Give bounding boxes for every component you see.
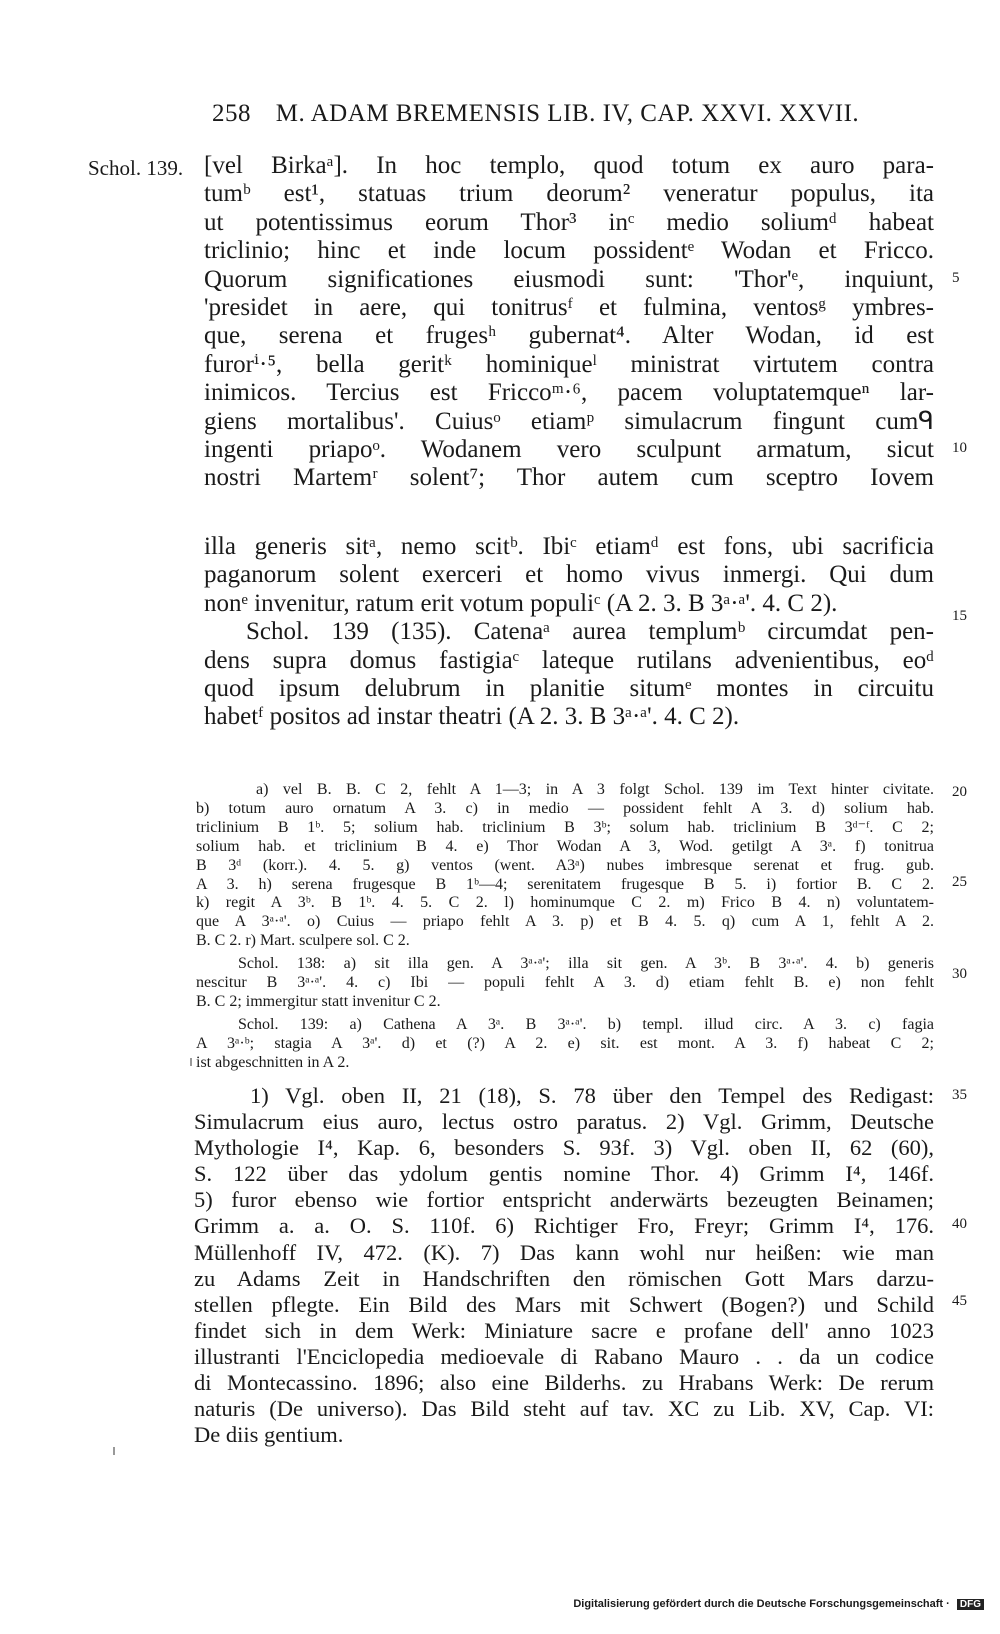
footnote-line: 1) Vgl. oben II, 21 (18), S. 78 über den Tempel des Redigast:	[250, 1083, 934, 1108]
text-line: nonᵉ invenitur, ratum erit votum populiᶜ (A 2. 3. B 3ᵃ·ᵃ'. 4. C 2).	[204, 589, 838, 617]
footnote-line: De diis gentium.	[194, 1422, 344, 1448]
dfg-logo-icon: DFG	[957, 1599, 984, 1610]
footnote-line: naturis (De universo). Das Bild steht auf tav. XC zu Lib. XV, Cap. VI:	[194, 1396, 934, 1422]
text-line: Quorum significationes eiusmodi sunt: 'Thor'ᵉ, inquiunt,	[204, 265, 934, 293]
text-line: furorⁱ·⁵, bella geritᵏ hominiqueˡ ministrat virtutem contra	[204, 350, 934, 378]
text-line: illa generis sitᵃ, nemo scitᵇ. Ibiᶜ etiamᵈ est fons, ubi sacrificia	[204, 533, 934, 560]
line-number: 25	[952, 874, 967, 890]
critical-apparatus	[196, 781, 934, 1073]
text-line: que, serena et frugesʰ gubernat⁴. Alter Wodan, id est	[204, 322, 934, 350]
page-header	[212, 100, 859, 128]
line-number: 10	[952, 440, 967, 456]
running-title: M. ADAM BREMENSIS LIB. IV, CAP. XXVI. XXVII.	[275, 100, 860, 127]
apparatus-line: b) totum auro ornatum A 3. c) in medio — possident fehlt A 3. d) solium hab.	[196, 799, 934, 817]
text-line: ut potentissimus eorum Thor³ inᶜ medio soliumᵈ habeat	[204, 208, 934, 236]
line-number: 15	[952, 608, 967, 624]
footnote-line: illustranti l'Enciclopedia medioevale di Rabano Mauro . . da un codice	[194, 1343, 934, 1369]
text-line: paganorum solent exerceri et homo vivus inmergi. Qui dum	[204, 561, 934, 589]
footnote-line: stellen pflegte. Ein Bild des Mars mit Schwert (Bogen?) und Schild	[194, 1291, 934, 1317]
footnote-line: Müllenhoff IV, 472. (K). 7) Das kann wohl nur heißen: wie man	[194, 1239, 934, 1265]
apparatus-line: Schol. 139: a) Cathena A 3ᵃ. B 3ᵃ·ᵃ'. b) templ. illud circ. A 3. c) fagia	[238, 1015, 934, 1033]
line-number: 45	[952, 1293, 967, 1309]
footnotes-block	[194, 1083, 934, 1448]
text-line: ingenti priapoᵒ. Wodanem vero sculpunt armatum, sicut	[204, 436, 934, 464]
text-line: Schol. 139 (135). Catenaᵃ aurea templumᵇ circumdat pen-	[246, 618, 934, 646]
footnote-line: di Montecassino. 1896; also eine Bilderhs. zu Hrabans Werk: De rerum	[194, 1370, 934, 1396]
text-line: nostri Martemʳ solent⁷; Thor autem cum sceptro Iovem	[204, 464, 934, 492]
footnote-line: findet sich in dem Werk: Miniature sacre e profane dell' anno 1023	[194, 1317, 934, 1343]
credit-text: Digitalisierung gefördert durch die Deutsche Forschungsgemeinschaft ·	[573, 1598, 950, 1610]
apparatus-line: B 3ᵈ (korr.). 4. 5. g) ventos (went. A3ᵃ) nubes imbresque serenat et frug. gub.	[196, 856, 934, 874]
apparatus-line: solium hab. et triclinium B 4. e) Thor Wodan A 3, Wod. getilgt A 3ᵃ. f) tonitrua	[196, 837, 934, 855]
text-line: triclinio; hinc et inde locum possidentᵉ Wodan et Fricco.	[204, 237, 934, 265]
apparatus-line: ist abgeschnitten in A 2.	[196, 1053, 350, 1071]
text-line: habetᶠ positos ad instar theatri (A 2. 3. B 3ᵃ·ᵃ'. 4. C 2).	[204, 703, 740, 731]
scholion-label: Schol. 139.	[88, 156, 184, 180]
footnote-line: zu Adams Zeit in Handschriften den römischen Gott Mars darzu-	[194, 1265, 934, 1291]
line-number: 30	[952, 966, 967, 982]
text-line: [vel Birkaᵃ]. In hoc templo, quod totum ex auro para-	[204, 152, 934, 179]
line-number: 5	[952, 270, 960, 286]
footnote-line: Mythologie I⁴, Kap. 6, besonders S. 93f. 3) Vgl. oben II, 62 (60),	[194, 1135, 934, 1161]
text-line: inimicos. Tercius est Friccoᵐ·⁶, pacem voluptatemqueⁿ lar-	[204, 379, 934, 407]
apparatus-line: Schol. 138: a) sit illa gen. A 3ᵃ·ᵃ'; illa sit gen. A 3ᵇ. B 3ᵃ·ᵃ'. 4. b) generis	[238, 955, 934, 973]
apparatus-line: A 3ᵃ·ᵇ; stagia A 3ᵃ'. d) et (?) A 2. e) sit. est mont. A 3. f) habeat C 2;	[196, 1034, 934, 1052]
footnote-line: S. 122 über das ydolum gentis nomine Thor. 4) Grimm I⁴, 146f.	[194, 1161, 934, 1187]
text-line: giens mortalibus'. Cuiusᵒ etiamᵖ simulacrum fingunt cumᑫ	[204, 407, 934, 435]
apparatus-line: a) vel B. B. C 2, fehlt A 1—3; in A 3 folgt Schol. 139 im Text hinter civitate.	[256, 781, 934, 798]
apparatus-line: que A 3ᵃ·ᵃ'. o) Cuius — priapo fehlt A 3. p) et B 4. 5. q) cum A 1, fehlt A 2.	[196, 913, 934, 931]
text-line: quod ipsum delubrum in planitie situmᵉ montes in circuitu	[204, 675, 934, 703]
scan-mark	[113, 1447, 115, 1455]
text-line: dens supra domus fastigiaᶜ lateque rutilans advenientibus, eoᵈ	[204, 646, 934, 674]
apparatus-line: k) regit A 3ᵇ. B 1ᵇ. 4. 5. C 2. l) hominumque C 2. m) Frico B 4. n) voluntatem-	[196, 894, 934, 912]
footnote-line: 5) furor ebenso wie fortior entspricht anderwärts bezeugten Beinamen;	[194, 1187, 934, 1213]
second-text-block	[204, 533, 934, 732]
digitization-credit	[573, 1598, 984, 1610]
text-line: 'presidet in aere, qui tonitrusᶠ et fulmina, ventosᵍ ymbres-	[204, 294, 934, 322]
scan-mark	[190, 1058, 192, 1066]
page-number: 258	[212, 100, 251, 127]
line-number: 40	[952, 1216, 967, 1232]
line-number: 35	[952, 1087, 967, 1103]
text-line: tumᵇ est¹, statuas trium deorum² veneratur populus, ita	[204, 180, 934, 208]
apparatus-line: nescitur B 3ᵃ·ᵃ'. 4. c) Ibi — populi fehlt A 3. d) etiam fehlt B. e) non fehlt	[196, 974, 934, 992]
apparatus-line: B. C 2; immergitur statt invenitur C 2.	[196, 992, 441, 1010]
main-text-block	[204, 152, 934, 493]
line-number: 20	[952, 784, 967, 800]
apparatus-line: B. C 2. r) Mart. sculpere sol. C 2.	[196, 932, 410, 950]
apparatus-line: triclinium B 1ᵇ. 5; solium hab. triclinium B 3ᵇ; solum hab. triclinium B 3ᵈ⁻ᶠ. C 2;	[196, 818, 934, 836]
apparatus-line: A 3. h) serena frugesque B 1ᵇ—4; serenitatem frugesque B 5. i) fortior B. C 2.	[196, 875, 934, 893]
footnote-line: Simulacrum eius auro, lectus ostro paratus. 2) Vgl. Grimm, Deutsche	[194, 1109, 934, 1135]
footnote-line: Grimm a. a. O. S. 110f. 6) Richtiger Fro, Freyr; Grimm I⁴, 176.	[194, 1213, 934, 1239]
